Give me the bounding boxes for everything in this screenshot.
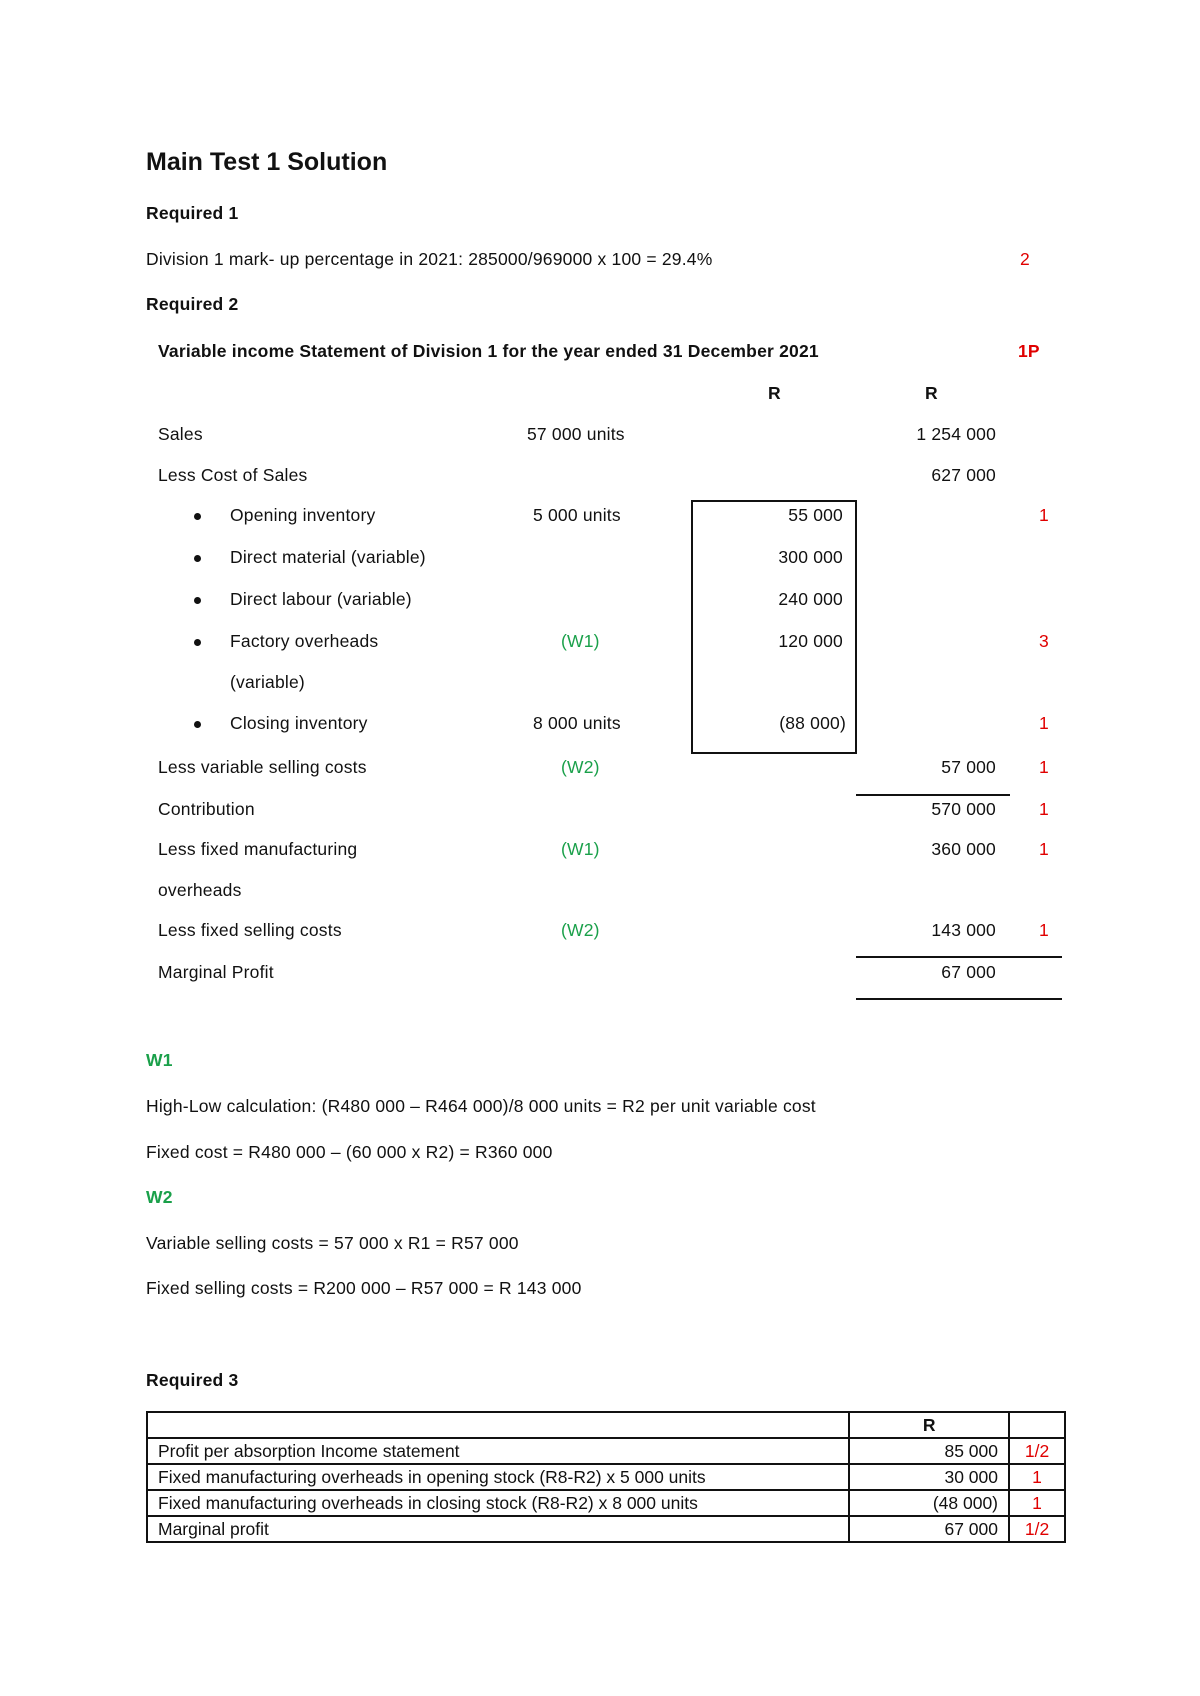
required-1-text: Division 1 mark- up percentage in 2021: 285000/969000 x 100 = 29.4%	[146, 249, 713, 269]
table-header-cell: R	[849, 1412, 1009, 1438]
row-var-selling-amount: 57 000	[941, 757, 996, 777]
w1-heading: W1	[146, 1050, 173, 1070]
row-material-amount: 300 000	[778, 547, 843, 567]
row-factory-label: Factory overheads	[230, 631, 379, 651]
row-fixed-selling-ref: (W2)	[561, 920, 600, 940]
table-cell-amount: 30 000	[849, 1464, 1009, 1490]
row-opening-label: Opening inventory	[230, 505, 376, 525]
table-cell-mark: 1/2	[1009, 1438, 1065, 1464]
row-cost-of-sales-label: Less Cost of Sales	[158, 465, 308, 485]
row-factory-label-cont: (variable)	[230, 672, 305, 692]
row-contribution-mark: 1	[1039, 799, 1049, 819]
row-opening-mark: 1	[1039, 505, 1049, 525]
row-fixed-mfg-label: Less fixed manufacturing	[158, 839, 358, 859]
required-1-heading: Required 1	[146, 203, 239, 223]
column-header-r2: R	[925, 383, 938, 403]
row-fixed-mfg-ref: (W1)	[561, 839, 600, 859]
table-row	[147, 1464, 1065, 1490]
bullet-icon	[194, 639, 201, 646]
row-sales-units: 57 000 units	[527, 424, 625, 444]
row-var-selling-ref: (W2)	[561, 757, 600, 777]
bullet-icon	[194, 597, 201, 604]
statement-title: Variable income Statement of Division 1 for the year ended 31 December 2021	[158, 341, 819, 361]
required-1-mark: 2	[1020, 249, 1030, 269]
row-material-label: Direct material (variable)	[230, 547, 426, 567]
bullet-icon	[194, 555, 201, 562]
w1-line-1: High-Low calculation: (R480 000 – R464 000)/8 000 units = R2 per unit variable cost	[146, 1096, 816, 1116]
w1-line-2: Fixed cost = R480 000 – (60 000 x R2) = R360 000	[146, 1142, 553, 1162]
required-2-heading: Required 2	[146, 294, 239, 314]
row-marginal-amount: 67 000	[941, 962, 996, 982]
bullet-icon	[194, 721, 201, 728]
table-cell-description: Marginal profit	[147, 1516, 849, 1542]
row-marginal-label: Marginal Profit	[158, 962, 274, 982]
row-var-selling-label: Less variable selling costs	[158, 757, 367, 777]
table-header-row	[147, 1412, 1065, 1438]
row-closing-amount: (88 000)	[779, 713, 846, 733]
row-contribution-amount: 570 000	[931, 799, 996, 819]
subtotal-rule	[856, 794, 1010, 796]
table-row	[147, 1438, 1065, 1464]
row-var-selling-mark: 1	[1039, 757, 1049, 777]
table-cell-amount: 85 000	[849, 1438, 1009, 1464]
row-factory-mark: 3	[1039, 631, 1049, 651]
row-closing-label: Closing inventory	[230, 713, 368, 733]
row-closing-units: 8 000 units	[533, 713, 621, 733]
w2-line-2: Fixed selling costs = R200 000 – R57 000 = R 143 000	[146, 1278, 582, 1298]
row-closing-mark: 1	[1039, 713, 1049, 733]
table-row	[147, 1490, 1065, 1516]
row-opening-amount: 55 000	[788, 505, 843, 525]
bullet-icon	[194, 513, 201, 520]
w2-line-1: Variable selling costs = 57 000 x R1 = R57 000	[146, 1233, 519, 1253]
row-contribution-label: Contribution	[158, 799, 255, 819]
table-header-cell	[147, 1412, 849, 1438]
row-cost-of-sales-amount: 627 000	[931, 465, 996, 485]
row-fixed-selling-label: Less fixed selling costs	[158, 920, 342, 940]
column-header-r1: R	[768, 383, 781, 403]
required-3-heading: Required 3	[146, 1370, 239, 1390]
table-cell-description: Fixed manufacturing overheads in opening stock (R8-R2) x 5 000 units	[147, 1464, 849, 1490]
table-cell-amount: (48 000)	[849, 1490, 1009, 1516]
row-fixed-mfg-label-cont: overheads	[158, 880, 242, 900]
table-cell-amount: 67 000	[849, 1516, 1009, 1542]
row-opening-units: 5 000 units	[533, 505, 621, 525]
row-factory-ref: (W1)	[561, 631, 600, 651]
table-cell-description: Profit per absorption Income statement	[147, 1438, 849, 1464]
row-fixed-selling-amount: 143 000	[931, 920, 996, 940]
table-row	[147, 1516, 1065, 1542]
table-cell-mark: 1/2	[1009, 1516, 1065, 1542]
table-cell-mark: 1	[1009, 1464, 1065, 1490]
row-labour-label: Direct labour (variable)	[230, 589, 412, 609]
row-sales-label: Sales	[158, 424, 203, 444]
total-rule-top	[856, 956, 1062, 958]
row-fixed-selling-mark: 1	[1039, 920, 1049, 940]
reconciliation-table	[146, 1411, 1066, 1543]
statement-mark: 1P	[1018, 341, 1040, 361]
row-labour-amount: 240 000	[778, 589, 843, 609]
table-cell-mark: 1	[1009, 1490, 1065, 1516]
table-cell-description: Fixed manufacturing overheads in closing stock (R8-R2) x 8 000 units	[147, 1490, 849, 1516]
w2-heading: W2	[146, 1187, 173, 1207]
row-factory-amount: 120 000	[778, 631, 843, 651]
table-header-cell	[1009, 1412, 1065, 1438]
row-fixed-mfg-mark: 1	[1039, 839, 1049, 859]
row-sales-amount: 1 254 000	[916, 424, 996, 444]
page-title: Main Test 1 Solution	[146, 148, 388, 176]
total-rule-bottom	[856, 998, 1062, 1000]
row-fixed-mfg-amount: 360 000	[931, 839, 996, 859]
